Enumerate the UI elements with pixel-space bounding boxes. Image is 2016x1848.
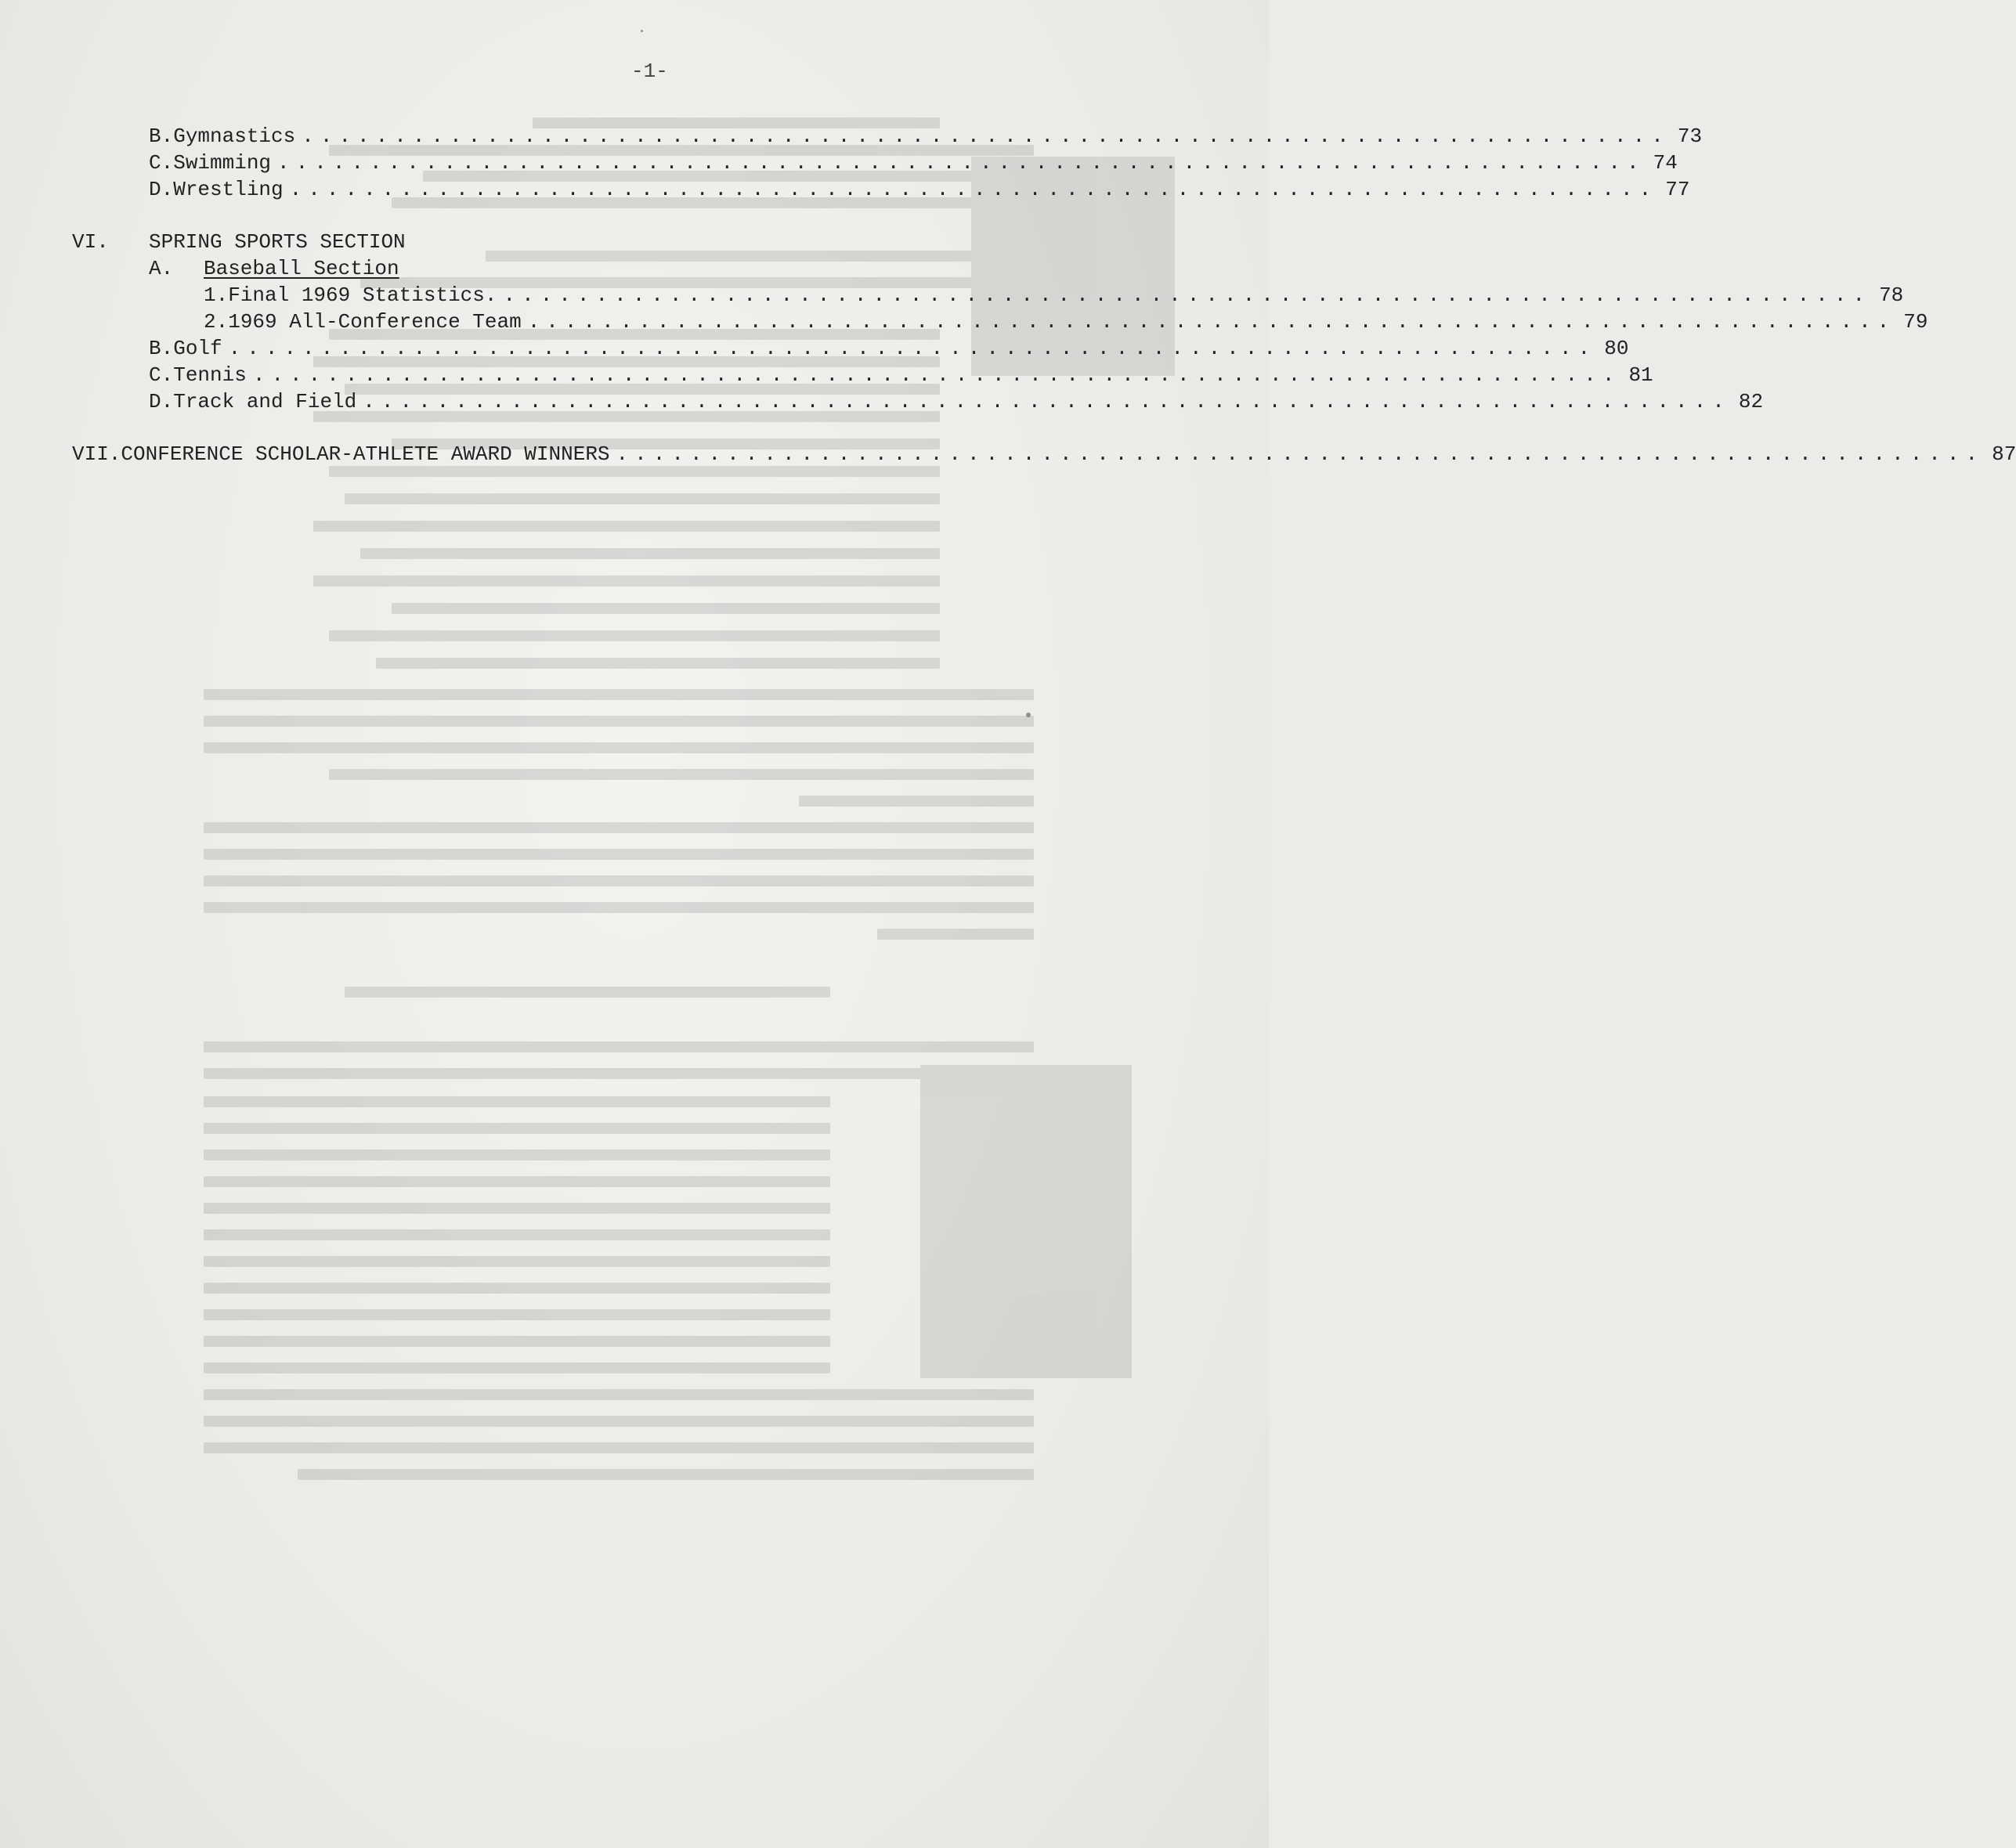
entry-title: Final 1969 Statistics. xyxy=(228,283,497,307)
entry-number: A. xyxy=(149,257,174,280)
entry-number: D. xyxy=(149,178,174,201)
entry-page: 81 xyxy=(1628,363,1653,387)
section-title: CONFERENCE SCHOLAR-ATHLETE AWARD WINNERS xyxy=(121,442,610,466)
entry-page: 82 xyxy=(1738,390,1764,413)
section-number: VII. xyxy=(72,442,121,466)
entry-title: Gymnastics xyxy=(173,125,296,148)
page-number: -1- xyxy=(631,60,668,83)
entry-page: 80 xyxy=(1604,337,1629,360)
leader-dots: .......................................................................... xyxy=(302,125,1670,148)
entry-number: D. xyxy=(149,390,174,413)
toc-entry xyxy=(204,309,1928,335)
entry-title: Golf xyxy=(173,337,222,360)
leader-dots: .......................................................................... xyxy=(527,310,1896,334)
section-number: VI. xyxy=(72,230,109,254)
toc-entry xyxy=(149,123,1703,150)
entry-page: 77 xyxy=(1665,178,1690,201)
entry-page: 73 xyxy=(1677,125,1703,148)
leader-dots: .......................................................................... xyxy=(363,390,1731,413)
entry-page: 78 xyxy=(1879,283,1904,307)
entry-title: Track and Field xyxy=(173,390,357,413)
entry-page: 74 xyxy=(1653,151,1678,175)
toc-entry xyxy=(149,176,1690,203)
toc-entry xyxy=(149,362,1653,388)
toc-entry xyxy=(149,150,1678,176)
entry-number: B. xyxy=(149,125,174,148)
subsection-title: Baseball Section xyxy=(204,257,399,280)
leader-dots: .......................................................................... xyxy=(289,178,1658,201)
toc-section-heading xyxy=(72,229,1012,255)
entry-title: Swimming xyxy=(173,151,272,175)
leader-dots: .......................................................................... xyxy=(616,442,1985,466)
entry-page: 87 xyxy=(1992,442,2016,466)
leader-dots: .......................................................................... xyxy=(503,283,1872,307)
toc-entry xyxy=(149,335,1629,362)
leader-dots: .......................................................................... xyxy=(277,151,1646,175)
entry-number: 1. xyxy=(204,283,229,307)
entry-number: C. xyxy=(149,363,174,387)
paper-speck xyxy=(641,30,643,32)
entry-title: Wrestling xyxy=(173,178,284,201)
leader-dots: .......................................................................... xyxy=(252,363,1621,387)
toc-section-entry xyxy=(72,441,2016,467)
entry-title: Tennis xyxy=(173,363,247,387)
paper-speck xyxy=(1026,713,1031,717)
entry-page: 79 xyxy=(1903,310,1928,334)
section-title: SPRING SPORTS SECTION xyxy=(149,230,406,254)
entry-number: B. xyxy=(149,337,174,360)
toc-subsection-heading xyxy=(149,255,932,282)
toc-entry xyxy=(149,388,1764,415)
toc-entry xyxy=(204,282,1904,309)
leader-dots: .......................................................................... xyxy=(228,337,1597,360)
entry-number: C. xyxy=(149,151,174,175)
entry-number: 2. xyxy=(204,310,229,334)
entry-title: 1969 All-Conference Team xyxy=(228,310,522,334)
